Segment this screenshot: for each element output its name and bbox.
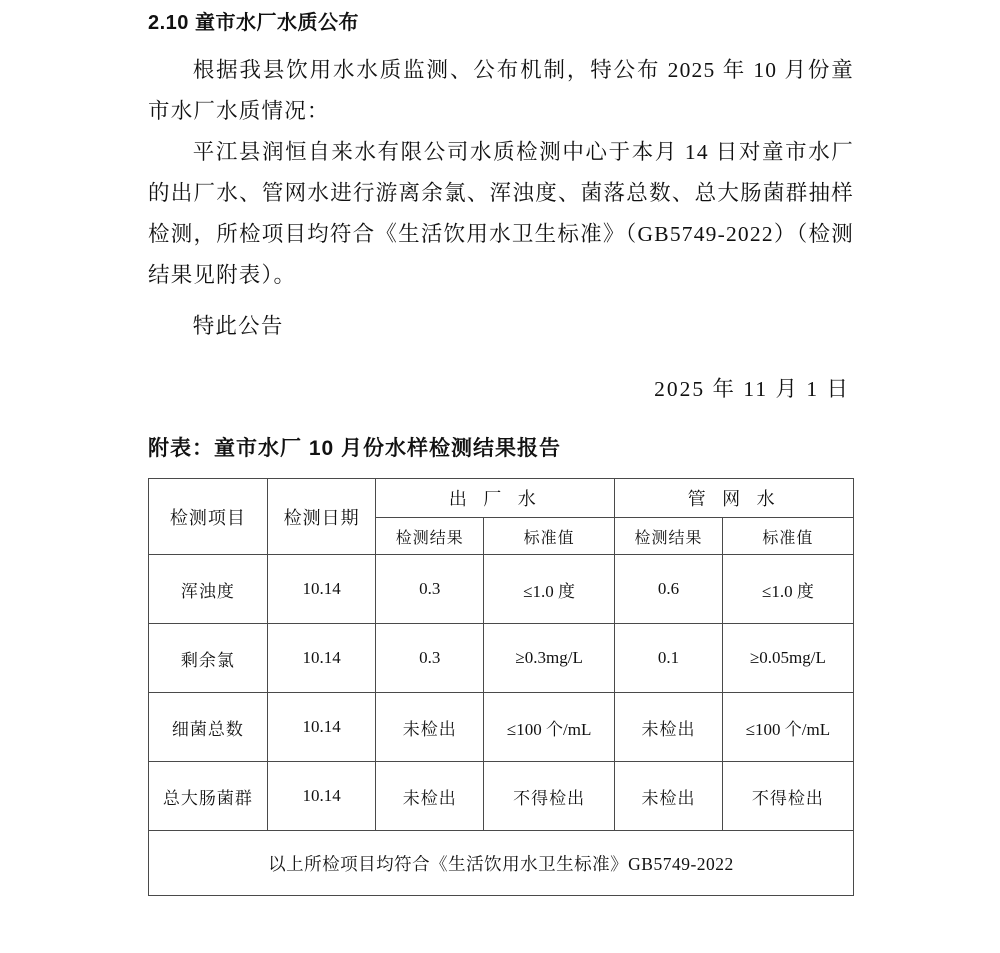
cell-network-standard: ≤1.0 度 — [722, 555, 853, 624]
cell-outlet-result: 0.3 — [376, 555, 484, 624]
page-title: 2.10 童市水厂水质公布 — [148, 12, 359, 34]
cell-outlet-standard: 不得检出 — [484, 762, 615, 831]
cell-outlet-standard: ≥0.3mg/L — [484, 624, 615, 693]
header-item: 检测项目 — [149, 479, 268, 555]
cell-network-result: 0.1 — [615, 624, 723, 693]
header-network-standard: 标准值 — [722, 518, 853, 555]
cell-network-standard: ≤100 个/mL — [722, 693, 853, 762]
notice-line: 特此公告 — [192, 314, 284, 338]
cell-network-standard: 不得检出 — [722, 762, 853, 831]
header-group-outlet: 出 厂 水 — [376, 479, 615, 518]
paragraph-1: 根据我县饮用水水质监测、公布机制，特公布 2025 年 10 月份童市水厂水质情况： — [148, 58, 854, 123]
cell-outlet-result: 未检出 — [376, 762, 484, 831]
cell-date: 10.14 — [267, 624, 376, 693]
table-footer-note: 以上所检项目均符合《生活饮用水卫生标准》GB5749-2022 — [149, 831, 854, 896]
header-group-network: 管 网 水 — [615, 479, 854, 518]
cell-item: 细菌总数 — [149, 693, 268, 762]
cell-outlet-standard: ≤1.0 度 — [484, 555, 615, 624]
table-row — [149, 693, 854, 762]
table-row — [149, 762, 854, 831]
cell-outlet-standard: ≤100 个/mL — [484, 693, 615, 762]
cell-network-standard: ≥0.05mg/L — [722, 624, 853, 693]
header-outlet-standard: 标准值 — [484, 518, 615, 555]
header-outlet-result: 检测结果 — [376, 518, 484, 555]
cell-network-result: 0.6 — [615, 555, 723, 624]
date-line: 2025 年 11 月 1 日 — [654, 376, 850, 401]
table-row — [149, 555, 854, 624]
cell-network-result: 未检出 — [615, 693, 723, 762]
cell-network-result: 未检出 — [615, 762, 723, 831]
table-footer-row — [149, 831, 854, 896]
header-network-result: 检测结果 — [615, 518, 723, 555]
document-body — [148, 50, 854, 431]
cell-outlet-result: 0.3 — [376, 624, 484, 693]
cell-date: 10.14 — [267, 693, 376, 762]
cell-item: 总大肠菌群 — [149, 762, 268, 831]
table-title: 附表：童市水厂 10 月份水样检测结果报告 — [148, 437, 562, 460]
cell-date: 10.14 — [267, 555, 376, 624]
header-date: 检测日期 — [267, 479, 376, 555]
water-quality-table — [148, 478, 854, 896]
table-row — [149, 624, 854, 693]
cell-item: 剩余氯 — [149, 624, 268, 693]
table-header-row-1 — [149, 479, 854, 518]
cell-item: 浑浊度 — [149, 555, 268, 624]
cell-outlet-result: 未检出 — [376, 693, 484, 762]
cell-date: 10.14 — [267, 762, 376, 831]
paragraph-2: 平江县润恒自来水有限公司水质检测中心于本月 14 日对童市水厂的出厂水、管网水进行游离余氯、浑浊度、菌落总数、总大肠菌群抽样检测，所检项目均符合《生活饮用水卫生标准》（GB5749-2022）（检测结果见附表）。 — [148, 140, 854, 287]
